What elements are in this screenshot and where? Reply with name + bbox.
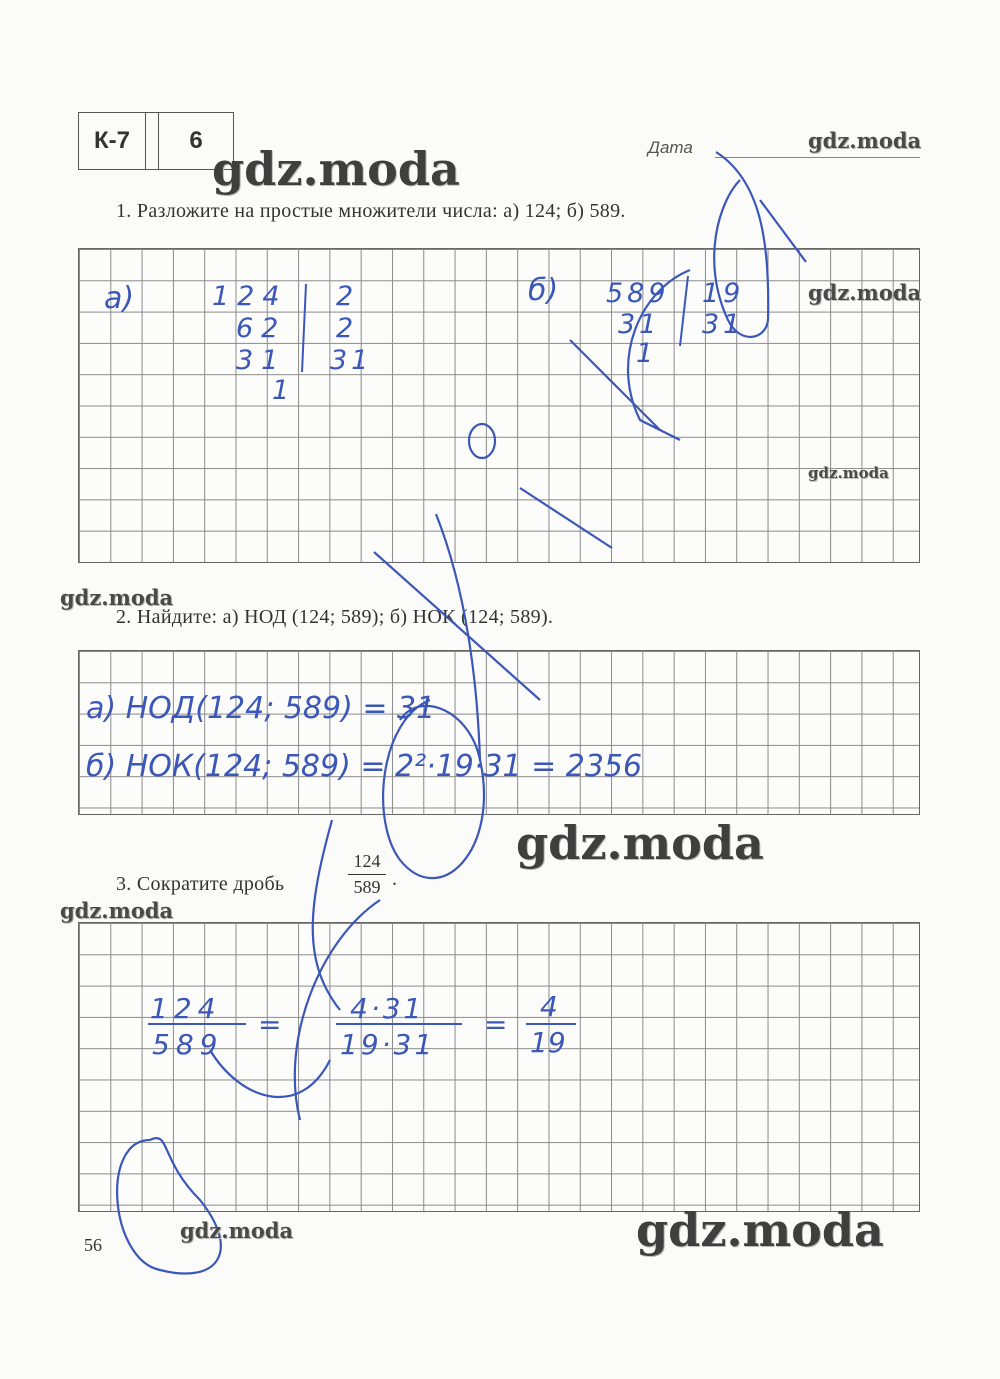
fraction-numerator: 124 — [348, 851, 386, 875]
t1a-num-1: 124 — [212, 281, 288, 312]
watermark-7: gdz.moda — [60, 898, 174, 923]
watermark-1: gdz.moda — [212, 142, 460, 196]
task-3-fraction — [348, 851, 386, 898]
t1a-div-2: 2 — [336, 313, 354, 344]
t3-num-3: 4 — [540, 990, 558, 1023]
t1b-num-1: 589 — [606, 278, 670, 309]
fraction-period: . — [392, 868, 398, 890]
fraction-denominator: 589 — [353, 877, 381, 897]
t1b-num-3: 1 — [636, 338, 654, 369]
date-label: Дата — [648, 138, 693, 157]
task-2-text: 2. Найдите: а) НОД (124; 589); б) НОК (124; 589). — [116, 606, 554, 628]
t1a-div-1: 2 — [336, 281, 354, 312]
watermark-9: gdz.moda — [636, 1203, 884, 1257]
badge-variant: 6 — [189, 127, 203, 154]
t1a-div-3: 31 — [330, 345, 373, 376]
t3-eq-1: = — [258, 1008, 282, 1041]
t1b-label: б) — [528, 273, 559, 308]
t3-num-2: 4·31 — [350, 992, 425, 1025]
t2-line-2: б) НОК(124; 589) = 2²·19·31 = 2356 — [86, 749, 643, 784]
task-3-grid — [78, 922, 920, 1212]
watermark-3: gdz.moda — [808, 280, 922, 305]
t3-den-3: 19 — [530, 1026, 566, 1059]
date-line — [715, 157, 920, 158]
watermark-8: gdz.moda — [180, 1218, 294, 1243]
t3-den-1: 589 — [152, 1028, 224, 1061]
watermark-6: gdz.moda — [516, 816, 764, 870]
page-number: 56 — [84, 1235, 102, 1255]
t1a-num-2: 62 — [236, 313, 287, 344]
t3-num-1: 124 — [150, 992, 222, 1025]
task-3-text: 3. Сократите дробь — [116, 873, 285, 895]
variant-badge — [78, 112, 234, 170]
t2-line-1: а) НОД(124; 589) = 31 — [86, 691, 436, 726]
watermark-5: gdz.moda — [60, 585, 174, 610]
t1a-num-4: 1 — [272, 375, 290, 406]
task-1-grid — [78, 248, 920, 563]
t1b-num-2: 31 — [618, 309, 661, 340]
watermark-2: gdz.moda — [808, 128, 922, 153]
badge-code: К-7 — [94, 127, 130, 154]
badge-separator — [145, 113, 159, 169]
task-2-grid — [78, 650, 920, 815]
t1b-div-2: 31 — [702, 309, 745, 340]
t3-den-2: 19·31 — [340, 1028, 436, 1061]
task-1-text: 1. Разложите на простые множители числа: а) 124; б) 589. — [116, 200, 626, 222]
watermark-4: gdz.moda — [808, 464, 889, 482]
t1a-num-3: 31 — [236, 345, 287, 376]
t1a-label: а) — [104, 281, 135, 316]
t1b-div-1: 19 — [702, 278, 745, 309]
t3-eq-2: = — [484, 1008, 508, 1041]
